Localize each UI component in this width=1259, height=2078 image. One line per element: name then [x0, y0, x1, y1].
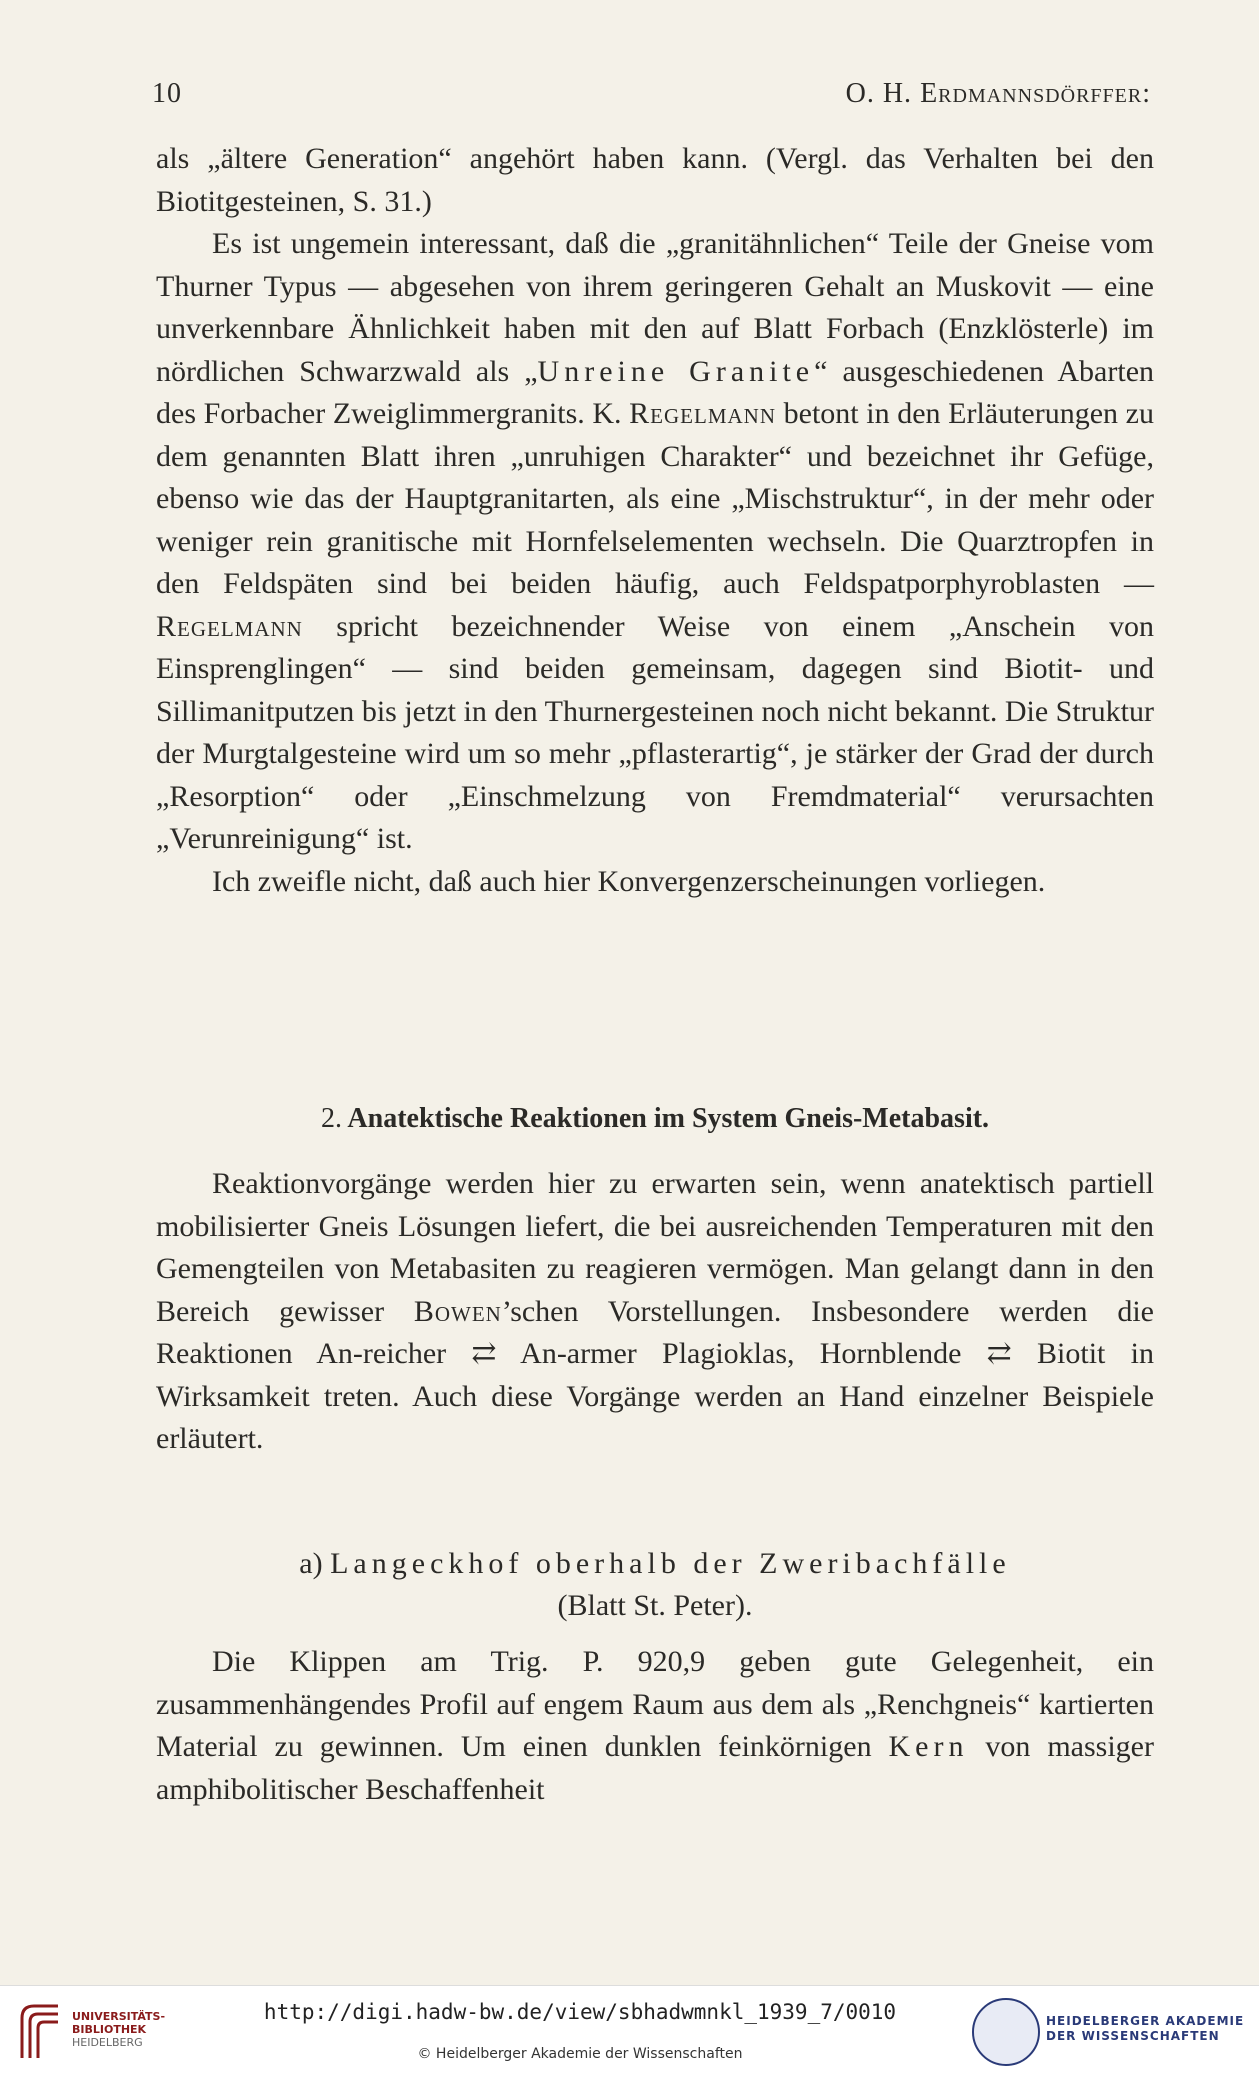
ub-line-1: UNIVERSITÄTS- — [72, 2010, 166, 2023]
subsection-heading — [156, 1543, 1154, 1627]
text-block-mid — [156, 1163, 1154, 1461]
academy-line-2: DER WISSENSCHAFTEN — [1046, 2029, 1220, 2043]
author-initials: O. H. — [845, 78, 921, 109]
paragraph-2-text-c: betont in den Erläuterungen zu dem genannten Blatt ihren „unruhigen Charakter“ und bezeichnet ihr Gefüge, ebenso wie das der Hauptgranitarten, als eine „Mischstruktur“, in der mehr oder weniger rein granitische mit Hornfelselementen wechseln. Die Quarztropfen in den Feldspäten sind bei beiden häufig, auch Feldspatporphyroblasten — — [156, 397, 1154, 600]
ub-line-3: HEIDELBERG — [72, 2036, 143, 2049]
university-library-name — [72, 2010, 165, 2049]
author-name-regelmann: Regelmann — [629, 397, 776, 430]
paragraph-4-text-a: Reaktionvorgänge werden hier zu erwarten sein, wenn anatektisch partiell mobilisierter Gneis Lösungen liefert, die bei ausreichenden Temperaturen mit den Gemengteilen von Metabasiten zu reagieren vermögen. Man gelangt dann in den Bereich gewisser — [156, 1167, 1154, 1328]
section-number: 2. — [320, 1103, 342, 1134]
academy-line-1: HEIDELBERGER AKADEMIE — [1046, 2014, 1245, 2028]
permalink-url[interactable]: http://digi.hadw-bw.de/view/sbhadwmnkl_1939_7/0010 — [263, 2000, 897, 2024]
author-name-regelmann-2: Regelmann — [156, 609, 303, 643]
subsection-title: Langeckhof oberhalb der Zweribachfälle — [330, 1547, 1011, 1580]
paragraph-4-text-b: ’schen Vorstellungen. Insbesondere werden die Reaktionen An-reicher ⇄ An-armer Plagioklas, Hornblende ⇄ Biotit in Wirksamkeit treten. Auch diese Vorgänge werden an Hand einzelner Beispiele erläutert. — [156, 1294, 1154, 1455]
university-library-logo-icon — [14, 2000, 64, 2062]
section-heading — [156, 1103, 1154, 1135]
author-name-bowen: Bowen — [413, 1294, 502, 1328]
spaced-term-kern: Kern — [888, 1730, 969, 1763]
paragraph-1: als „ältere Generation“ angehört haben kann. (Vergl. das Verhalten bei den Biotitgesteinen, S. 31.) — [156, 142, 1154, 218]
paragraph-2-text-a: Es ist ungemein interessant, daß die „granitähnlichen“ Teile der Gneise vom Thurner Typus — abgesehen von ihrem geringeren Gehalt an Muskovit — eine unverkennbare Ähnlichkeit haben mit den auf Blatt Forbach (Enzklösterle) im nördlichen Schwarzwald als „ — [156, 227, 1154, 388]
page-header — [152, 78, 1151, 118]
paragraph-3: Ich zweifle nicht, daß auch hier Konvergenzerscheinungen vorliegen. — [212, 864, 1046, 898]
ub-line-2: BIBLIOTHEK — [72, 2023, 147, 2036]
copyright-notice: © Heidelberger Akademie der Wissenschaften — [417, 2046, 743, 2062]
subsection-title-line-1 — [156, 1543, 1154, 1585]
subsection-label: a) — [299, 1547, 331, 1580]
spaced-term-unreine-granite: Unreine Granite — [537, 354, 815, 388]
page-number: 10 — [152, 78, 182, 109]
paragraph-2-text-d: spricht bezeichnender Weise von einem „Anschein von Einsprenglingen“ — sind beiden gemeinsam, dagegen sind Biotit- und Sillimanitputzen bis jetzt in den Thurnergesteinen noch nicht bekannt. Die Struktur der Murgtalgesteine wird um so mehr „pflasterartig“, je stärker der Grad der durch „Resorption“ oder „Einschmelzung von Fremdmaterial“ verursachten „Verunreinigung“ ist. — [156, 609, 1154, 855]
paragraph-4 — [156, 1163, 1154, 1461]
paragraph-5-text-b: von massiger amphibolitischer Beschaffenheit — [156, 1730, 1154, 1806]
digitization-footer — [0, 1985, 1259, 2078]
paragraph-2 — [156, 223, 1154, 861]
paragraph-2-text-b: “ ausgeschiedenen Abarten des Forbacher Zweiglimmergranits. K. — [156, 354, 1155, 430]
academy-name — [1046, 2014, 1244, 2044]
paragraph-5-text-a: Die Klippen am Trig. P. 920,9 geben gute Gelegenheit, ein zusammenhängendes Profil auf engem Raum aus dem als „Renchgneis“ kartierten Material zu gewinnen. Um einen dunklen feinkörnigen — [156, 1645, 1154, 1763]
academy-seal-icon — [972, 1998, 1040, 2066]
section-title: Anatektische Reaktionen im System Gneis-Metabasit. — [347, 1103, 990, 1134]
running-head-author — [846, 78, 1151, 110]
paragraph-5 — [156, 1641, 1154, 1811]
author-name: Erdmannsdörffer: — [920, 78, 1151, 109]
text-block-top — [156, 138, 1154, 903]
subsection-title-line-2: (Blatt St. Peter). — [557, 1589, 753, 1622]
text-block-bottom — [156, 1641, 1154, 1811]
